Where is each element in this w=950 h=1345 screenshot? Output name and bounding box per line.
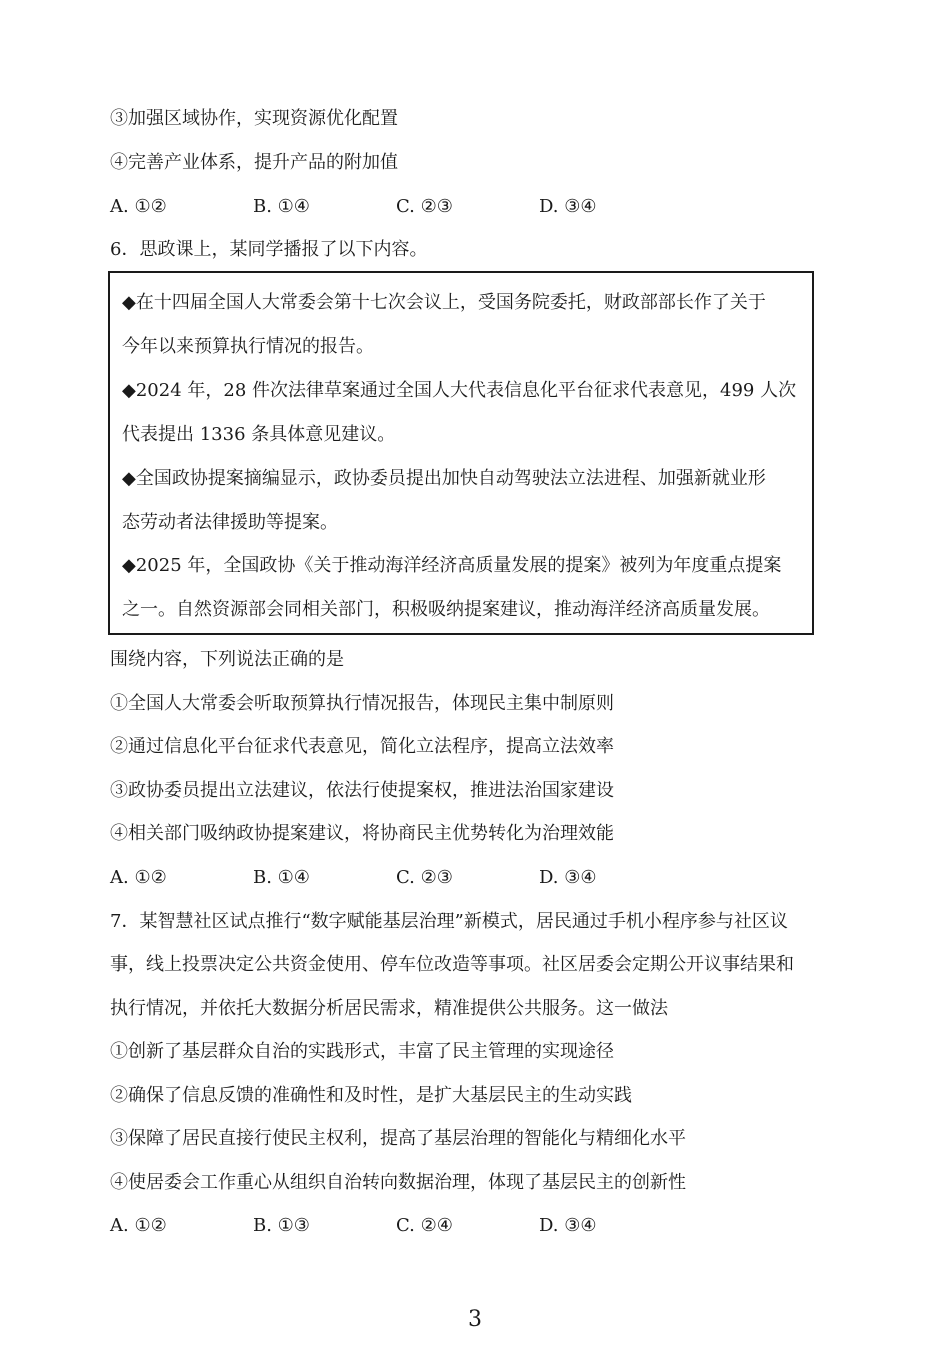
q7-stem-line: 7．某智慧社区试点推行“数字赋能基层治理”新模式，居民通过手机小程序参与社区议 xyxy=(110,911,788,932)
q6-box-line: ◆全国政协提案摘编显示，政协委员提出加快自动驾驶法立法进程、加强新就业形 xyxy=(122,468,766,489)
q6-statement-3: ③政协委员提出立法建议，依法行使提案权，推进法治国家建设 xyxy=(110,780,614,801)
q6-box-line: ◆2025 年，全国政协《关于推动海洋经济高质量发展的提案》被列为年度重点提案 xyxy=(122,555,782,576)
q5-option-4: ④完善产业体系，提升产品的附加值 xyxy=(110,152,398,173)
page-number: 3 xyxy=(468,1307,482,1332)
q6-stem: 6．思政课上，某同学播报了以下内容。 xyxy=(110,239,428,260)
q7-statement-2: ②确保了信息反馈的准确性和及时性，是扩大基层民主的生动实践 xyxy=(110,1085,632,1106)
q6-box-line: 今年以来预算执行情况的报告。 xyxy=(122,336,374,357)
q6-choice-a: A. ①② xyxy=(110,867,167,888)
q7-statement-1: ①创新了基层群众自治的实践形式，丰富了民主管理的实现途径 xyxy=(110,1041,614,1062)
q6-box-line: ◆2024 年，28 件次法律草案通过全国人大代表信息化平台征求代表意见，499 人次 xyxy=(122,380,797,401)
q6-box-line: ◆在十四届全国人大常委会第十七次会议上，受国务院委托，财政部部长作了关于 xyxy=(122,292,766,313)
q6-choice-b: B. ①④ xyxy=(253,867,310,888)
q7-stem-line: 事，线上投票决定公共资金使用、停车位改造等事项。社区居委会定期公开议事结果和 xyxy=(110,954,794,975)
q7-choice-d: D. ③④ xyxy=(539,1215,597,1236)
q6-choice-c: C. ②③ xyxy=(396,867,453,888)
q6-box-line: 代表提出 1336 条具体意见建议。 xyxy=(122,424,396,445)
q7-statement-4: ④使居委会工作重心从组织自治转向数据治理，体现了基层民主的创新性 xyxy=(110,1172,686,1193)
q6-choice-d: D. ③④ xyxy=(539,867,597,888)
q6-statement-1: ①全国人大常委会听取预算执行情况报告，体现民主集中制原则 xyxy=(110,693,614,714)
q6-statement-2: ②通过信息化平台征求代表意见，简化立法程序，提高立法效率 xyxy=(110,736,614,757)
q6-statement-4: ④相关部门吸纳政协提案建议，将协商民主优势转化为治理效能 xyxy=(110,823,614,844)
q7-statement-3: ③保障了居民直接行使民主权利，提高了基层治理的智能化与精细化水平 xyxy=(110,1128,686,1149)
q5-choice-d: D. ③④ xyxy=(539,196,597,217)
q6-box-line: 态劳动者法律援助等提案。 xyxy=(122,512,338,533)
q7-choice-a: A. ①② xyxy=(110,1215,167,1236)
q6-question: 围绕内容，下列说法正确的是 xyxy=(110,649,344,670)
q5-option-3: ③加强区域协作，实现资源优化配置 xyxy=(110,108,398,129)
q5-choice-a: A. ①② xyxy=(110,196,167,217)
q5-choice-b: B. ①④ xyxy=(253,196,310,217)
q5-choice-c: C. ②③ xyxy=(396,196,453,217)
q6-news-box xyxy=(108,271,814,635)
q6-box-line: 之一。自然资源部会同相关部门，积极吸纳提案建议，推动海洋经济高质量发展。 xyxy=(122,599,770,620)
q7-choice-b: B. ①③ xyxy=(253,1215,310,1236)
q7-stem-line: 执行情况，并依托大数据分析居民需求，精准提供公共服务。这一做法 xyxy=(110,998,668,1019)
q7-choice-c: C. ②④ xyxy=(396,1215,453,1236)
